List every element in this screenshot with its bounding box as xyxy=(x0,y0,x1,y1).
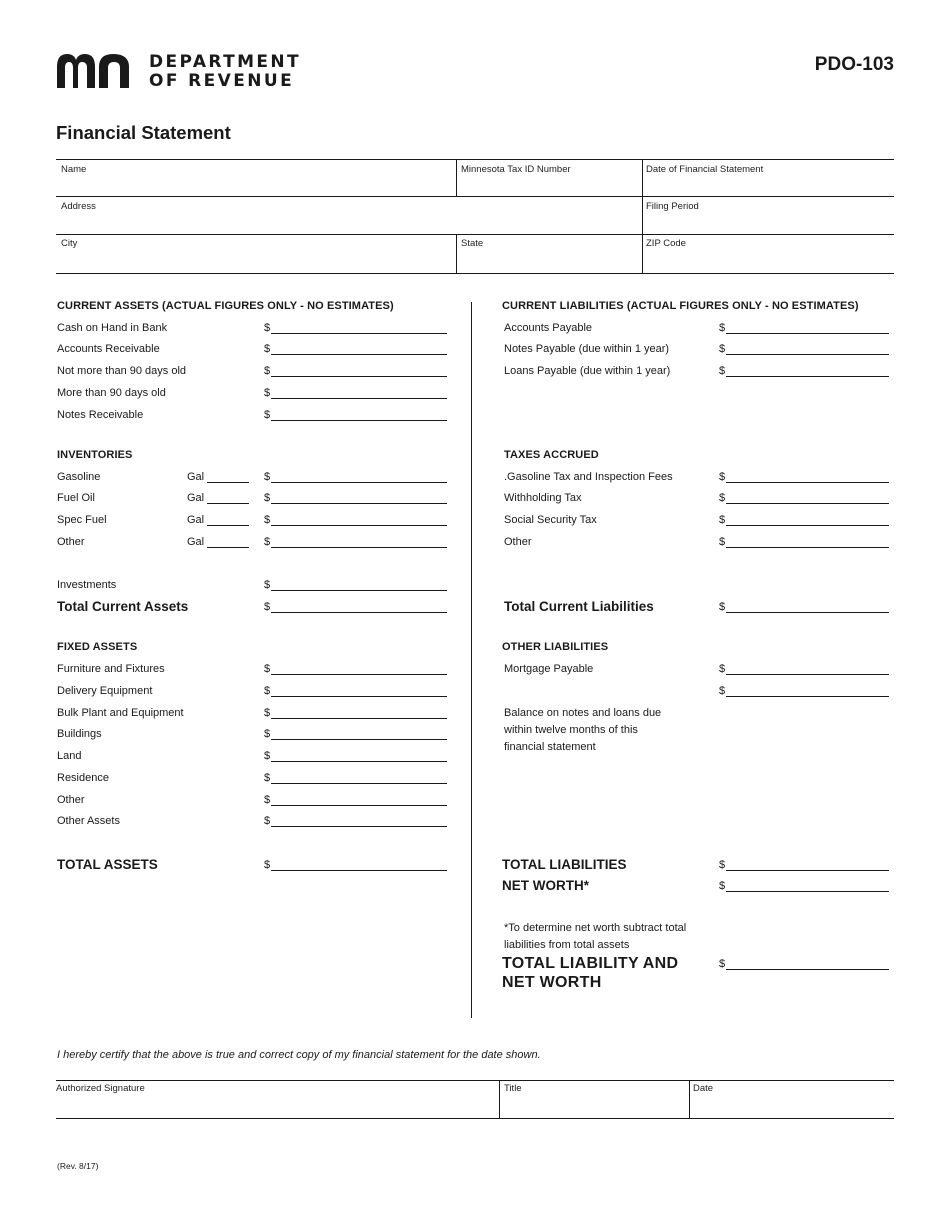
accounts-receivable-amount-line[interactable] xyxy=(271,354,447,355)
under-90-days-amount-line[interactable] xyxy=(271,376,447,377)
dollar-sign: $ xyxy=(719,685,726,697)
dollar-sign: $ xyxy=(719,343,726,355)
col-divider xyxy=(642,160,643,273)
total-current-assets-amount-line[interactable] xyxy=(271,612,447,613)
dollar-sign: $ xyxy=(719,859,726,871)
col-divider xyxy=(499,1081,500,1118)
col-divider xyxy=(456,160,457,197)
gasoline-label: Gasoline xyxy=(57,471,101,483)
total-current-assets-label: Total Current Assets xyxy=(57,599,189,614)
dollar-sign: $ xyxy=(719,880,726,892)
dollar-sign: $ xyxy=(719,492,726,504)
net-worth-label: NET WORTH* xyxy=(502,878,589,893)
dollar-sign: $ xyxy=(264,601,271,613)
state-field[interactable]: State xyxy=(461,238,484,249)
spec-fuel-label: Spec Fuel xyxy=(57,514,107,526)
dollar-sign: $ xyxy=(264,343,271,355)
social-security-tax-amount-line[interactable] xyxy=(726,525,889,526)
notes-payable-amount-line[interactable] xyxy=(726,354,889,355)
delivery-equipment-amount-line[interactable] xyxy=(271,696,447,697)
over-90-days-label: More than 90 days old xyxy=(57,387,166,399)
dollar-sign: $ xyxy=(719,663,726,675)
signer-title-field[interactable]: Title xyxy=(504,1083,522,1094)
statement-date-field[interactable]: Date of Financial Statement xyxy=(646,164,764,175)
land-label: Land xyxy=(57,750,82,762)
row-divider xyxy=(56,196,894,197)
dollar-sign: $ xyxy=(719,958,726,970)
taxpayer-info-grid xyxy=(56,159,894,274)
agency-line-1: DEPARTMENT xyxy=(149,52,302,72)
dollar-sign: $ xyxy=(719,322,726,334)
gal-label: Gal xyxy=(187,492,205,504)
column-divider xyxy=(471,302,472,1018)
current-assets-heading: CURRENT ASSETS (ACTUAL FIGURES ONLY - NO ESTIMATES) xyxy=(57,300,394,312)
notes-receivable-amount-line[interactable] xyxy=(271,420,447,421)
mortgage-payable-amount-line[interactable] xyxy=(726,674,889,675)
spec-fuel-gallons-line[interactable] xyxy=(207,525,249,526)
net-worth-amount-line[interactable] xyxy=(726,891,889,892)
total-liability-net-worth-label xyxy=(502,954,678,992)
gasoline-amount-line[interactable] xyxy=(271,482,447,483)
dollar-sign: $ xyxy=(264,409,271,421)
form-number: PDO-103 xyxy=(814,54,894,75)
other-inventory-gallons-line[interactable] xyxy=(207,547,249,548)
total-current-liabilities-amount-line[interactable] xyxy=(726,612,889,613)
balance-note xyxy=(504,705,661,756)
col-divider xyxy=(689,1081,690,1118)
dollar-sign: $ xyxy=(719,536,726,548)
gal-label: Gal xyxy=(187,471,205,483)
dollar-sign: $ xyxy=(264,815,271,827)
loans-payable-amount-line[interactable] xyxy=(726,376,889,377)
fixed-assets-heading: FIXED ASSETS xyxy=(57,641,138,653)
dollar-sign: $ xyxy=(264,750,271,762)
land-amount-line[interactable] xyxy=(271,761,447,762)
withholding-tax-label: Withholding Tax xyxy=(504,492,582,504)
fuel-oil-amount-line[interactable] xyxy=(271,503,447,504)
total-liability-net-worth-line-1: TOTAL LIABILITY AND xyxy=(502,955,679,972)
total-liability-net-worth-line-2: NET WORTH xyxy=(502,974,602,991)
other-tax-label: Other xyxy=(504,536,532,548)
dollar-sign: $ xyxy=(264,859,271,871)
net-worth-note-line-2: liabilities from total assets xyxy=(504,939,630,951)
under-90-days-label: Not more than 90 days old xyxy=(57,365,187,377)
agency-line-2: OF REVENUE xyxy=(149,71,295,91)
filing-period-field[interactable]: Filing Period xyxy=(646,201,699,212)
form-title: Financial Statement xyxy=(56,122,231,143)
other-assets-label: Other Assets xyxy=(57,815,120,827)
bulk-plant-amount-line[interactable] xyxy=(271,718,447,719)
investments-amount-line[interactable] xyxy=(271,590,447,591)
dollar-sign: $ xyxy=(264,794,271,806)
gasoline-tax-amount-line[interactable] xyxy=(726,482,889,483)
withholding-tax-amount-line[interactable] xyxy=(726,503,889,504)
address-field[interactable]: Address xyxy=(61,201,96,212)
mn-logo-icon xyxy=(57,54,137,89)
over-90-days-amount-line[interactable] xyxy=(271,398,447,399)
tax-id-field[interactable]: Minnesota Tax ID Number xyxy=(461,164,571,175)
cash-label: Cash on Hand in Bank xyxy=(57,322,168,334)
accounts-payable-label: Accounts Payable xyxy=(504,322,593,334)
residence-label: Residence xyxy=(57,772,109,784)
spec-fuel-amount-line[interactable] xyxy=(271,525,447,526)
cash-amount-line[interactable] xyxy=(271,333,447,334)
total-liability-net-worth-amount-line[interactable] xyxy=(726,969,889,970)
dollar-sign: $ xyxy=(264,579,271,591)
dollar-sign: $ xyxy=(719,514,726,526)
city-field[interactable]: City xyxy=(61,238,78,249)
dollar-sign: $ xyxy=(264,663,271,675)
balance-note-line-1: Balance on notes and loans due xyxy=(504,707,662,719)
other-inventory-label: Other xyxy=(57,536,85,548)
total-assets-label: TOTAL ASSETS xyxy=(57,857,158,872)
fuel-oil-gallons-line[interactable] xyxy=(207,503,249,504)
total-assets-amount-line[interactable] xyxy=(271,870,447,871)
net-worth-note-line-1: *To determine net worth subtract total xyxy=(504,922,687,934)
balance-note-line-2: within twelve months of this xyxy=(504,724,638,736)
row-divider xyxy=(56,234,894,235)
signature-date-field[interactable]: Date xyxy=(693,1083,714,1094)
certification-statement: I hereby certify that the above is true and correct copy of my financial statement for the date shown. xyxy=(57,1049,541,1061)
gal-label: Gal xyxy=(187,536,205,548)
notes-payable-label: Notes Payable (due within 1 year) xyxy=(504,343,670,355)
dollar-sign: $ xyxy=(264,685,271,697)
investments-label: Investments xyxy=(57,579,117,591)
furniture-label: Furniture and Fixtures xyxy=(57,663,165,675)
dollar-sign: $ xyxy=(264,514,271,526)
revision-note: (Rev. 8/17) xyxy=(57,1161,99,1171)
accounts-receivable-label: Accounts Receivable xyxy=(57,343,160,355)
extra-liability-amount-line[interactable] xyxy=(726,696,889,697)
other-liabilities-heading: OTHER LIABILITIES xyxy=(502,641,609,653)
dollar-sign: $ xyxy=(264,471,271,483)
dollar-sign: $ xyxy=(264,365,271,377)
net-worth-note xyxy=(504,920,686,954)
total-current-liabilities-label: Total Current Liabilities xyxy=(504,599,654,614)
other-fixed-label: Other xyxy=(57,794,85,806)
authorized-signature-field[interactable]: Authorized Signature xyxy=(56,1083,145,1094)
loans-payable-label: Loans Payable (due within 1 year) xyxy=(504,365,671,377)
zip-field[interactable]: ZIP Code xyxy=(646,238,686,249)
other-tax-amount-line[interactable] xyxy=(726,547,889,548)
signature-grid xyxy=(56,1080,894,1119)
total-liabilities-label: TOTAL LIABILITIES xyxy=(502,857,627,872)
dollar-sign: $ xyxy=(264,492,271,504)
gasoline-tax-label: .Gasoline Tax and Inspection Fees xyxy=(504,471,673,483)
taxes-accrued-heading: TAXES ACCRUED xyxy=(504,449,599,461)
gasoline-gallons-line[interactable] xyxy=(207,482,249,483)
dollar-sign: $ xyxy=(264,707,271,719)
residence-amount-line[interactable] xyxy=(271,783,447,784)
delivery-equipment-label: Delivery Equipment xyxy=(57,685,153,697)
dollar-sign: $ xyxy=(264,772,271,784)
other-assets-amount-line[interactable] xyxy=(271,826,447,827)
total-liabilities-amount-line[interactable] xyxy=(726,870,889,871)
dollar-sign: $ xyxy=(264,387,271,399)
dollar-sign: $ xyxy=(719,601,726,613)
bulk-plant-label: Bulk Plant and Equipment xyxy=(57,707,184,719)
accounts-payable-amount-line[interactable] xyxy=(726,333,889,334)
other-fixed-amount-line[interactable] xyxy=(271,805,447,806)
dollar-sign: $ xyxy=(264,536,271,548)
notes-receivable-label: Notes Receivable xyxy=(57,409,144,421)
mortgage-payable-label: Mortgage Payable xyxy=(504,663,594,675)
current-liabilities-heading: CURRENT LIABILITIES (ACTUAL FIGURES ONLY - NO ESTIMATES) xyxy=(502,300,859,312)
inventories-heading: INVENTORIES xyxy=(57,449,133,461)
dollar-sign: $ xyxy=(264,322,271,334)
agency-wordmark xyxy=(149,53,301,91)
dollar-sign: $ xyxy=(719,365,726,377)
buildings-amount-line[interactable] xyxy=(271,739,447,740)
buildings-label: Buildings xyxy=(57,728,102,740)
dollar-sign: $ xyxy=(264,728,271,740)
balance-note-line-3: financial statement xyxy=(504,741,596,753)
furniture-amount-line[interactable] xyxy=(271,674,447,675)
name-field[interactable]: Name xyxy=(61,164,87,175)
other-inventory-amount-line[interactable] xyxy=(271,547,447,548)
fuel-oil-label: Fuel Oil xyxy=(57,492,95,504)
dollar-sign: $ xyxy=(719,471,726,483)
social-security-tax-label: Social Security Tax xyxy=(504,514,597,526)
gal-label: Gal xyxy=(187,514,205,526)
col-divider xyxy=(456,235,457,273)
